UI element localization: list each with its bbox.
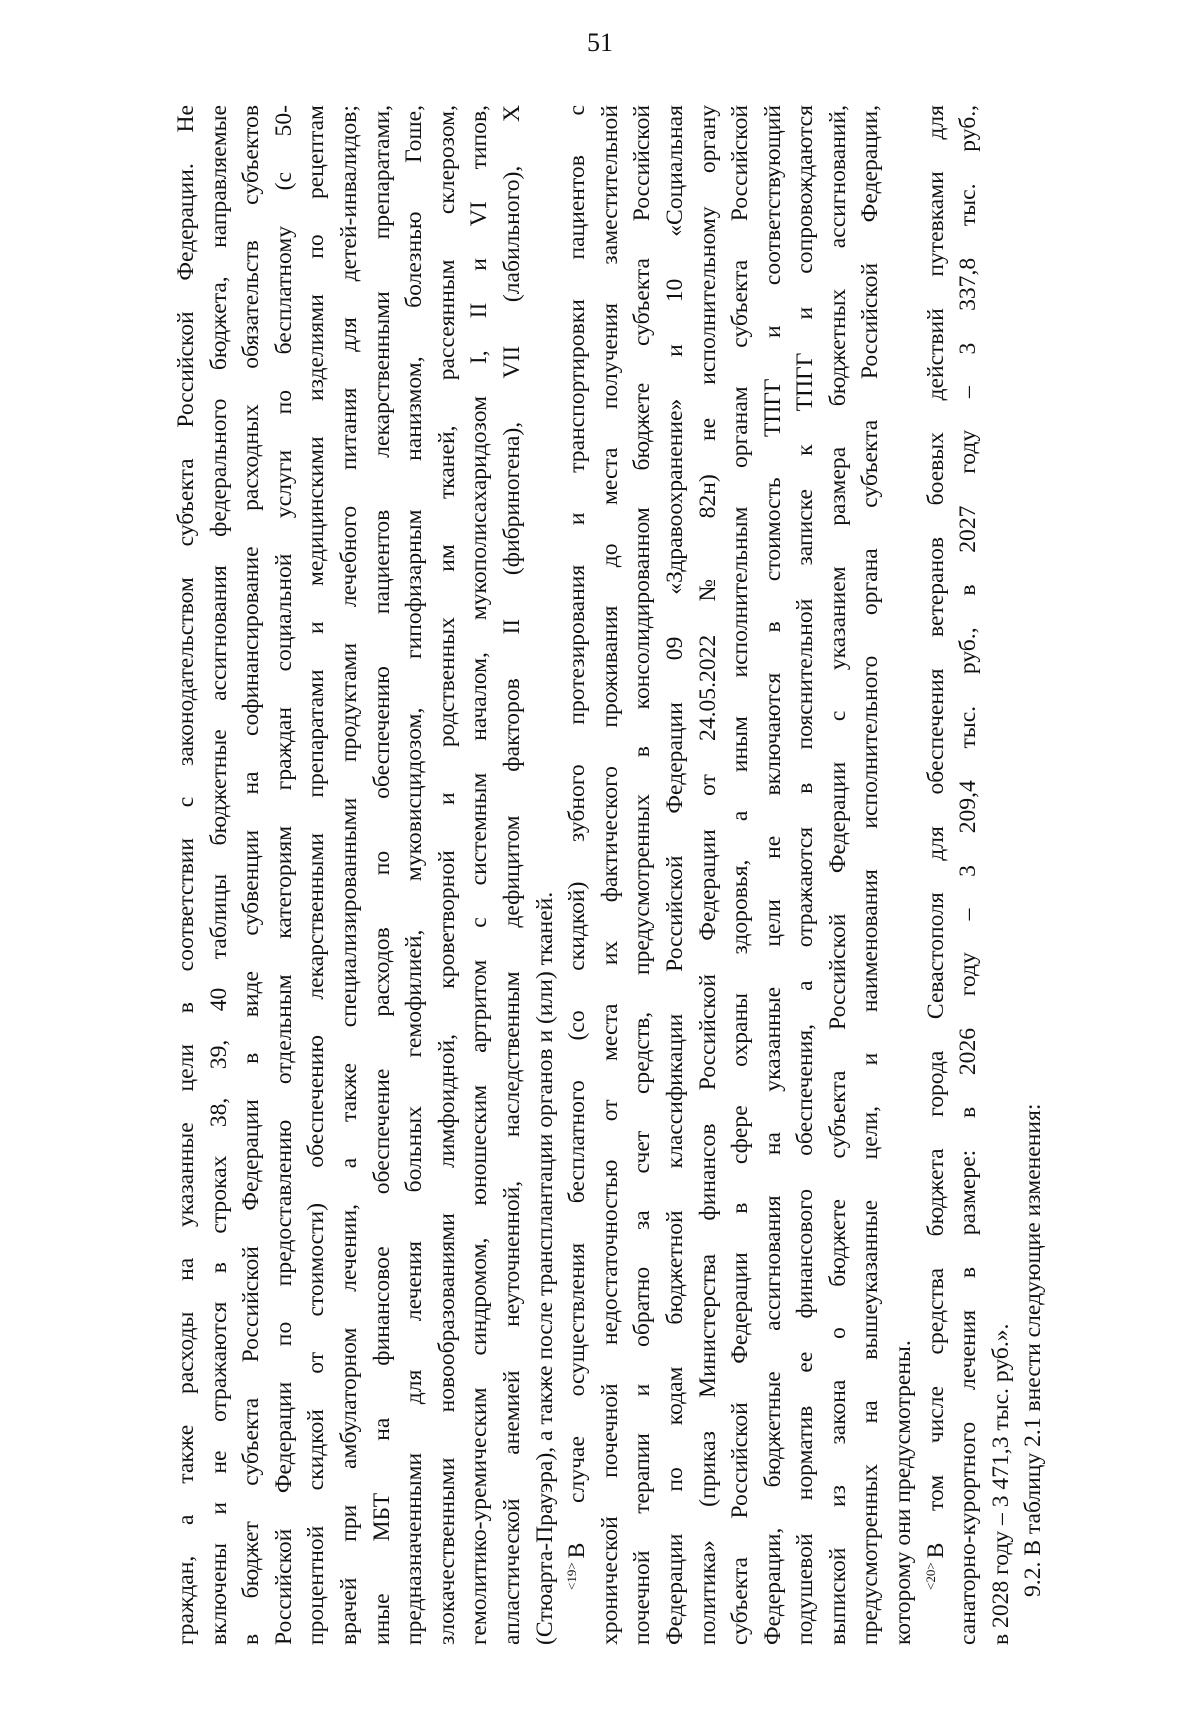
text-line: процентной скидкой от стоимости) обеспечению лекарственными препаратами и медицинскими изделиями по рецептам xyxy=(303,105,330,1645)
footnote-19-line: политика» (приказ Министерства финансов Российской Федерации от 24.05.2022 № 82н) не исполнительному органу xyxy=(694,105,721,1645)
rotated-text-block xyxy=(170,105,1047,1645)
footnote-19-line: которому они предусмотрены. xyxy=(890,1340,917,1645)
footnote-19-line: Федерации, бюджетные ассигнования на указанные цели не включаются в стоимость ТПГГ и соответствующий xyxy=(759,105,786,1645)
page-number: 51 xyxy=(587,28,613,57)
text-line: гемолитико-уремическим синдромом, юношеским артритом с системным началом, мукополисахаридозом I, II и VI типов, xyxy=(466,105,493,1645)
footnote-19-marker: <19> xyxy=(564,1562,580,1590)
footnote-19-line: подушевой норматив ее финансового обеспечения, а отражаются в пояснительной записке к ТПГГ и сопровождаются xyxy=(792,105,819,1645)
text-line: апластической анемией неуточненной, наследственным дефицитом факторов II (фибриногена), VII (лабильного), X xyxy=(498,105,525,1645)
footnote-19-line: выпиской из закона о бюджете субъекта Российской Федерации с указанием размера бюджетных ассигнований, xyxy=(824,105,851,1645)
closing-line: 9.2. В таблицу 2.1 внести следующие изменения: xyxy=(1020,1103,1047,1597)
footnote-19-line: Федерации по кодам бюджетной классификации Российской Федерации 09 «Здравоохранение» и 10 «Социальная xyxy=(661,105,688,1645)
footnote-20-first-line xyxy=(920,105,953,1645)
footnote-19-line: почечной терапии и обратно за счет средств, предусмотренных в консолидированном бюджете субъекта Российской xyxy=(629,105,656,1645)
text-line: граждан, а также расходы на указанные цели в соответствии с законодательством субъекта Российской Федерации. Не xyxy=(173,105,199,1645)
footnote-20-line: в 2028 году – 3 471,3 тыс. руб.». xyxy=(987,1323,1014,1645)
text-line: (Стюарта-Прауэра), а также после трансплантации органов и (или) тканей. xyxy=(531,891,558,1645)
text-line: предназначенными для лечения больных гемофилией, муковисцидозом, гипофизарным нанизмом, болезнью Гоше, xyxy=(401,105,428,1645)
footnote-19-text: В случае осуществления бесплатного (со скидкой) зубного протезирования и транспортировки пациентов с xyxy=(564,105,591,1559)
footnote-19-line: субъекта Российской Федерации в сфере охраны здоровья, а иным исполнительным органам субъекта Российской xyxy=(727,105,754,1645)
text-line: врачей при амбулаторном лечении, а также специализированными продуктами лечебного питания для детей-инвалидов; xyxy=(335,105,362,1645)
text-line: иные МБТ на финансовое обеспечение расходов по обеспечению пациентов лекарственными препаратами, xyxy=(368,105,395,1645)
footnote-19-first-line xyxy=(561,105,594,1645)
text-line: Российской Федерации по предоставлению отдельным категориям граждан социальной услуги по бесплатному (с 50- xyxy=(270,105,297,1645)
footnote-20-marker: <20> xyxy=(922,1562,938,1590)
text-line: злокачественными новообразованиями лимфоидной, кроветворной и родственных им тканей, рассеянным склерозом, xyxy=(433,105,460,1645)
footnote-19-line: хронической почечной недостаточностью от места их фактического проживания до места получения заместительной xyxy=(596,105,623,1645)
footnote-20-text: В том числе средства бюджета города Севастополя для обеспечения ветеранов боевых действий путевками для xyxy=(922,105,949,1559)
footnote-20-line: санаторно-курортного лечения в размере: в 2026 году – 3 209,4 тыс. руб., в 2027 году – 3 337,8 тыс. руб., xyxy=(955,105,982,1645)
text-line: в бюджет субъекта Российской Федерации в виде субвенции на софинансирование расходных обязательств субъектов xyxy=(238,105,265,1645)
text-line: включены и не отражаются в строках 38, 39, 40 таблицы бюджетные ассигнования федерального бюджета, направляемые xyxy=(205,105,232,1645)
footnote-19-line: предусмотренных на вышеуказанные цели, и наименования исполнительного органа субъекта Российской Федерации, xyxy=(857,105,884,1645)
